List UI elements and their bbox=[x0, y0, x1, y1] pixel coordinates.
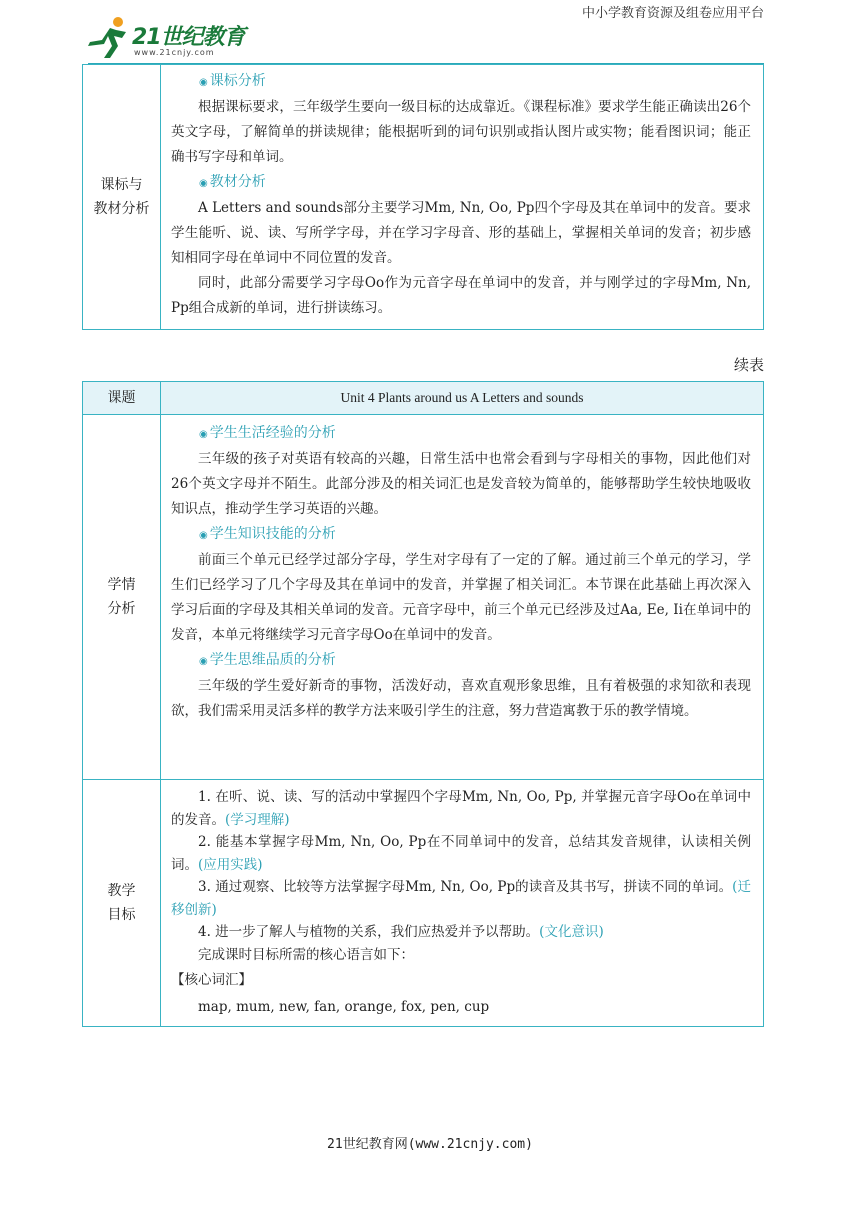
vocab-heading: 【核心词汇】 bbox=[171, 972, 252, 988]
teaching-goals-content bbox=[161, 780, 764, 1027]
continued-label: 续表 bbox=[733, 356, 764, 374]
goal-item: 3. 通过观察、比较等方法掌握字母Mm, Nn, Oo, Pp的读音及其书写，拼读不同的单词。(迁移创新) bbox=[171, 879, 751, 918]
section-heading: ◉ 学生知识技能的分析 bbox=[199, 526, 336, 542]
label-line: 课标与 bbox=[100, 177, 143, 193]
runner-logo-icon bbox=[82, 14, 132, 60]
goal-item: 4. 进一步了解人与植物的关系，我们应热爱并予以帮助。(文化意识) bbox=[198, 924, 604, 940]
label-line: 分析 bbox=[107, 601, 136, 617]
section-heading: ◉ 课标分析 bbox=[199, 73, 266, 89]
bullet-icon: ◉ bbox=[199, 530, 208, 541]
paragraph: 同时，此部分需要学习字母Oo作为元音字母在单词中的发音，并与刚学过的字母Mm, Nn, Pp组合成新的单词，进行拼读练习。 bbox=[171, 275, 751, 316]
label-line: 教学 bbox=[107, 883, 136, 899]
lesson-topic: Unit 4 Plants around us A Letters and sounds bbox=[161, 382, 764, 415]
bullet-icon: ◉ bbox=[199, 77, 208, 88]
label-line: 学情 bbox=[107, 577, 136, 593]
paragraph: 前面三个单元已经学过部分字母，学生对字母有了一定的了解。通过前三个单元的学习，学生们已经学习了几个字母及其在单词中的发音，并掌握了相关词汇。本节课在此基础上再次深入学习后面的字母及其相关单词的发音。元音字母中，前三个单元已经涉及过Aa, Ee, Ii在单词中的发音，本单元将继续学习元音字母Oo在单词中的发音。 bbox=[171, 552, 751, 643]
teaching-goals-label bbox=[83, 780, 161, 1027]
vocab-list: map, mum, new, fan, orange, fox, pen, cup bbox=[198, 998, 490, 1015]
paragraph: A Letters and sounds部分主要学习Mm, Nn, Oo, Pp四个字母及其在单词中的发音。要求学生能听、说、读、写所学字母，并在学习字母音、形的基础上，掌握相关单词的发音；初步感知相同字母在单词中不同位置的发音。 bbox=[171, 200, 751, 266]
section-heading: ◉ 学生思维品质的分析 bbox=[199, 652, 336, 668]
label-line: 目标 bbox=[107, 907, 136, 923]
curriculum-analysis-table bbox=[82, 64, 764, 330]
logo-text: 21世纪教育 bbox=[132, 25, 245, 50]
language-intro: 完成课时目标所需的核心语言如下： bbox=[198, 946, 414, 963]
paragraph: 三年级的学生爱好新奇的事物，活泼好动，喜欢直观形象思维，且有着极强的求知欲和表现欲，我们需采用灵活多样的教学方法来吸引学生的注意，努力营造寓教于乐的教学情境。 bbox=[171, 678, 751, 719]
curriculum-analysis-label bbox=[83, 65, 161, 330]
goal-item: 2. 能基本掌握字母Mm, Nn, Oo, Pp在不同单词中的发音，总结其发音规律，认读相关例词。(应用实践) bbox=[171, 834, 751, 873]
footer: 21世纪教育网(www.21cnjy.com) bbox=[327, 1137, 533, 1152]
bullet-icon: ◉ bbox=[199, 178, 208, 189]
section-heading: ◉ 教材分析 bbox=[199, 174, 266, 190]
paragraph: 根据课标要求，三年级学生要向一级目标的达成靠近。《课程标准》要求学生能正确读出26个英文字母，了解简单的拼读规律；能根据听到的词句识别或指认图片或实物；能看图识词；能正确书写字母和单词。 bbox=[171, 99, 751, 165]
site-logo bbox=[82, 14, 262, 62]
student-analysis-label bbox=[83, 415, 161, 780]
logo-url: www.21cnjy.com bbox=[134, 48, 215, 57]
label-line: 教材分析 bbox=[93, 201, 150, 217]
section-heading: ◉ 学生生活经验的分析 bbox=[199, 425, 336, 441]
platform-title: 中小学教育资源及组卷应用平台 bbox=[581, 6, 764, 21]
bullet-icon: ◉ bbox=[199, 429, 208, 440]
curriculum-analysis-content bbox=[161, 65, 764, 330]
bullet-icon: ◉ bbox=[199, 656, 208, 667]
topic-label: 课题 bbox=[83, 382, 161, 415]
lesson-table bbox=[82, 381, 764, 1027]
paragraph: 三年级的孩子对英语有较高的兴趣，日常生活中也常会看到与字母相关的事物，因此他们对26个英文字母并不陌生。此部分涉及的相关词汇也是发音较为简单的，能够帮助学生较快地吸收知识点，推动学生学习英语的兴趣。 bbox=[171, 451, 751, 517]
student-analysis-content bbox=[161, 415, 764, 780]
goal-item: 1. 在听、说、读、写的活动中掌握四个字母Mm, Nn, Oo, Pp, 并掌握元音字母Oo在单词中的发音。(学习理解) bbox=[171, 789, 751, 828]
